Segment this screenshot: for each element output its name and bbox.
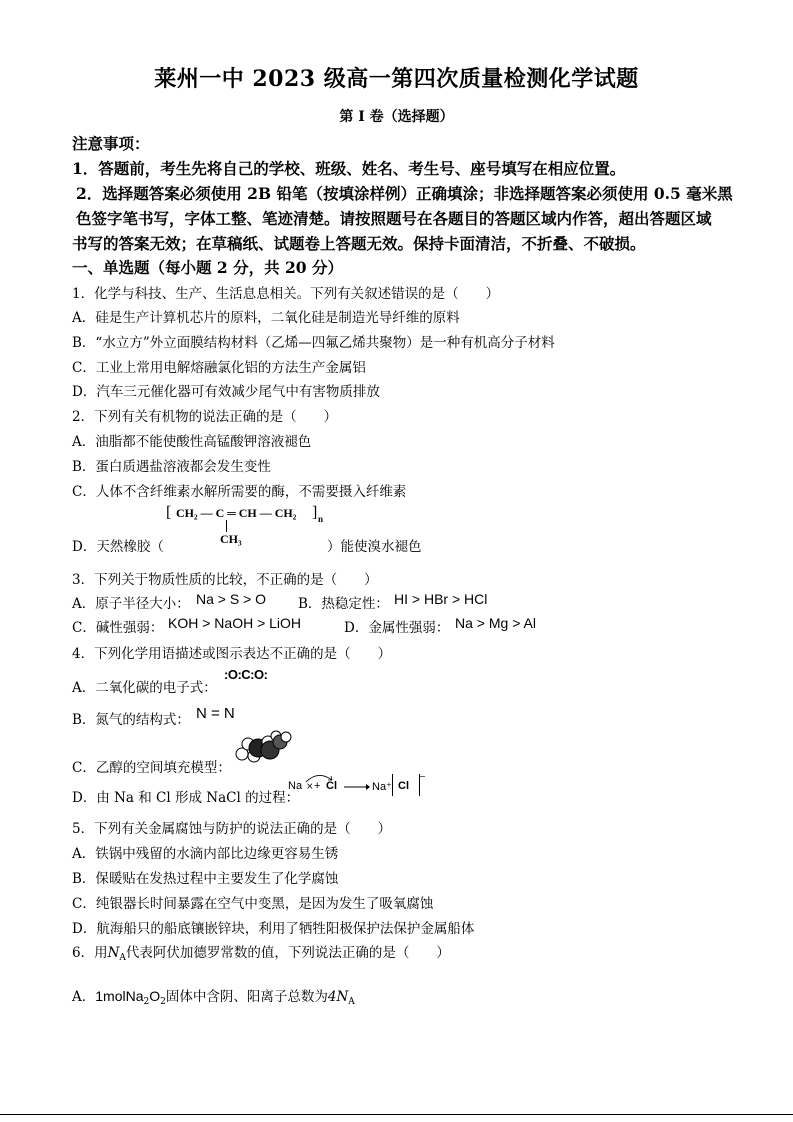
question-2-option-b: B．蛋白质遇盐溶液都会发生变性 [72, 459, 271, 475]
notice-heading: 注意事项： [72, 134, 150, 153]
question-6-option-a-value: 4N [327, 989, 349, 1005]
question-5-option-a: A．铁锅中残留的水滴内部比边缘更容易生锈 [72, 846, 339, 862]
na2o2-sub2: 2 [160, 997, 166, 1007]
question-2-option-d-suffix: ）能使溴水褪色 [327, 539, 422, 555]
question-2-option-d-prefix: D．天然橡胶（ [72, 539, 164, 555]
electron-transfer-arrow [304, 772, 338, 784]
sodium-atom: Na [288, 780, 303, 792]
question-1-option-d: D．汽车三元催化器可有效减少尾气中有害物质排放 [72, 384, 380, 400]
question-3-option-d-label: D．金属性强弱： [344, 620, 450, 636]
rubber-right-bracket: ] [312, 504, 318, 521]
notice-item-2-line2: 色签字笔书写，字体工整、笔迹清楚。请按照题号在各题目的答题区域内作答，超出答题区域 [76, 209, 712, 228]
question-5-option-d: D．航海船只的船底镶嵌锌块，利用了牺牲阳极保护法保护金属船体 [72, 921, 475, 937]
rubber-left-bracket: [ [166, 504, 172, 521]
rubber-degree-n: n [318, 514, 324, 524]
question-3-option-a-formula: Na > S > O [196, 591, 267, 607]
question-1-option-b: B．“水立方”外立面膜结构材料（乙烯—四氟乙烯共聚物）是一种有机高分子材料 [72, 335, 555, 351]
question-6-option-a-text: 固体中含阴、阳离子总数为 [165, 989, 328, 1005]
avogadro-subscript: A [119, 953, 126, 963]
footer-rule [0, 1114, 793, 1115]
question-3-option-b-formula: HI > HBr > HCl [394, 591, 488, 607]
ethanol-space-filling-model [232, 728, 292, 768]
question-4-stem: 4．下列化学用语描述或图示表达不正确的是（ ） [72, 646, 392, 662]
question-4-option-d-label: D．由 Na 和 Cl 形成 NaCl 的过程： [72, 790, 300, 806]
question-2-option-c: C．人体不含纤维素水解所需要的酶，不需要摄入纤维素 [72, 484, 407, 500]
question-6-stem-suffix: 代表阿伏加德罗常数的值，下列说法正确的是（ ） [125, 945, 450, 961]
page-subtitle: 第 I 卷（选择题） [339, 109, 454, 125]
na2o2-formula-part1: 1molNa [95, 988, 144, 1004]
question-6-option-a-value-sub: A [348, 997, 355, 1007]
rubber-repeat-unit: CH₂ — C ═ CH — CH₂ [176, 506, 297, 520]
question-3-option-a-label: A．原子半径大小： [72, 596, 190, 612]
question-6-stem-prefix: 6．用 [72, 945, 108, 961]
natural-rubber-structure [160, 500, 340, 550]
rubber-methyl-branch: CH₃ [220, 532, 242, 546]
question-4-option-c-label: C．乙醇的空间填充模型： [72, 760, 231, 776]
chlorine-atom: Cl [326, 780, 337, 792]
chloride-charge: − [419, 772, 426, 781]
plus-sign: + [314, 780, 321, 792]
question-3-option-b-label: B．热稳定性： [298, 596, 389, 612]
question-5-option-b: B．保暖贴在发热过程中主要发生了化学腐蚀 [72, 871, 339, 887]
na2o2-sub1: 2 [143, 997, 150, 1007]
question-3-option-c-label: C．碱性强弱： [72, 620, 164, 636]
question-6-option-a-prefix: A． [72, 989, 96, 1005]
question-4-option-a-label: A．二氧化碳的电子式： [72, 680, 217, 696]
notice-item-1: 1．答题前，考生先将自己的学校、班级、姓名、考生号、座号填写在相应位置。 [72, 159, 626, 178]
question-6-stem [72, 941, 450, 963]
reaction-arrow-icon [344, 784, 370, 790]
question-1-option-c: C．工业上常用电解熔融氯化铝的方法生产金属铝 [72, 360, 366, 376]
na2o2-formula-part2: O [149, 988, 161, 1004]
question-1-stem: 1．化学与科技、生产、生活息息相关。下列有关叙述错误的是（ ） [72, 286, 500, 302]
question-2-option-a: A．油脂都不能使酸性高锰酸钾溶液褪色 [72, 434, 312, 450]
sodium-ion: Na⁺ [372, 781, 392, 793]
nacl-formation-diagram [288, 772, 428, 800]
question-1-option-a: A．硅是生产计算机芯片的原料，二氧化硅是制造光导纤维的原料 [72, 310, 460, 326]
question-3-stem: 3．下列关于物质性质的比较，不正确的是（ ） [72, 572, 378, 588]
question-2-stem: 2．下列有关有机物的说法正确的是（ ） [72, 409, 338, 425]
n2-structural-formula: N = N [196, 705, 235, 722]
question-4-option-b-label: B．氮气的结构式： [72, 712, 190, 728]
question-6-option-a [72, 985, 355, 1007]
notice-item-2-line3: 书写的答案无效；在草稿纸、试题卷上答题无效。保持卡面清洁，不折叠、不破损。 [72, 234, 646, 253]
rubber-branch-bond [226, 520, 227, 532]
section-heading: 一、单选题（每小题 2 分，共 20 分） [72, 258, 343, 277]
chloride-ion: Cl [398, 780, 409, 792]
question-3-option-d-formula: Na > Mg > Al [455, 615, 536, 631]
question-5-stem: 5．下列有关金属腐蚀与防护的说法正确的是（ ） [72, 821, 392, 837]
notice-item-2-line1: 2．选择题答案必须使用 2B 铅笔（按填涂样例）正确填涂；非选择题答案必须使用 0.5 毫米黑 [76, 184, 733, 203]
question-3-option-c-formula: KOH > NaOH > LiOH [168, 615, 302, 631]
question-5-option-c: C．纯银器长时间暴露在空气中变黑，是因为发生了吸氧腐蚀 [72, 896, 434, 912]
page-title: 莱州一中 2023 级高一第四次质量检测化学试题 [154, 66, 639, 92]
avogadro-symbol: N [107, 945, 120, 961]
sodium-electron: × [306, 782, 314, 792]
co2-electron-formula: :O:C:O: [224, 667, 268, 682]
